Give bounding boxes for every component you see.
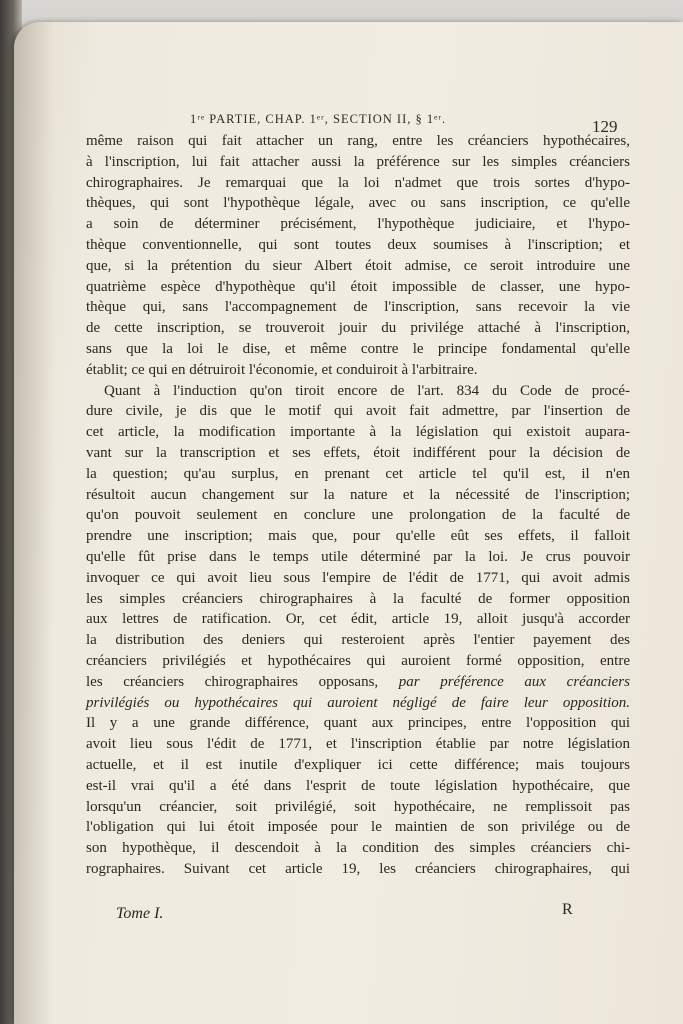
volume-label: Tome I. <box>116 905 164 922</box>
text-line: que, si la prétention du sieur Albert étoit admise, ce seroit introduire une <box>86 257 630 274</box>
text-line: dure civile, je dis que le motif qui avoit fait admettre, par l'insertion de <box>86 403 630 420</box>
text-line: a soin de déterminer précisément, l'hypothèque judiciaire, et l'hypo- <box>86 216 630 233</box>
text-line: même raison qui fait attacher un rang, entre les créanciers hypothécaires, <box>86 133 630 149</box>
text-line: à l'inscription, lui fait attacher aussi la préférence sur les simples créanciers <box>86 153 630 170</box>
text-line: prendre une inscription; mais que, pour qu'elle eût ses effets, il falloit <box>86 528 630 545</box>
page-number: 129 <box>592 117 618 136</box>
text-line: chirographaires. Je remarquai que la loi n'admet que trois sortes d'hypo- <box>86 174 630 191</box>
text-line: de cette inscription, se trouveroit jouir du privilége attaché à l'inscription, <box>86 320 630 337</box>
text-line: thèque conventionnelle, qui sont toutes deux soumises à l'inscription; et <box>86 236 630 253</box>
text-line: son hypothèque, il descendoit à la condition des simples créanciers chi- <box>86 840 630 857</box>
text-line: aux lettres de ratification. Or, cet édit, article 19, alloit jusqu'à accorder <box>86 611 630 628</box>
text-line: avoit lieu sous l'édit de 1771, et l'inscription établie par notre législation <box>86 736 630 753</box>
text-line: les simples créanciers chirographaires à la faculté de former opposition <box>86 590 630 607</box>
text-line: les créanciers chirographaires opposans, par préférence aux créanciers <box>86 673 630 690</box>
text-line: invoquer ce qui avoit lieu sous l'empire de l'édit de 1771, qui avoit admis <box>86 569 630 586</box>
page-gutter-shadow <box>14 22 54 1024</box>
paragraph-start-line: Quant à l'induction qu'on tiroit encore de l'art. 834 du Code de procé- <box>104 382 630 399</box>
text-line: la question; qu'au surplus, en prenant cet article tel qu'il est, il n'en <box>86 465 630 482</box>
text-line: l'obligation qui lui étoit imposée pour le maintien de son privilége ou de <box>86 819 630 836</box>
text-line: actuelle, et il est inutile d'expliquer ici cette différence; mais toujours <box>86 756 630 773</box>
text-line: sans que la loi le dise, et même contre le principe fondamental qu'elle <box>86 340 630 357</box>
text-line: lorsqu'un créancier, soit privilégié, soit hypothécaire, ne remplissoit pas <box>86 798 630 815</box>
body-text <box>86 131 630 880</box>
text-line: qu'on pouvoit seulement en conclure une prolongation de la faculté de <box>86 507 630 524</box>
text-line: Il y a une grande différence, quant aux principes, entre l'opposition qui <box>86 715 630 732</box>
text-line: rographaires. Suivant cet article 19, les créanciers chirographaires, qui <box>86 860 630 877</box>
text-line: thèque qui, sans l'accompagnement de l'inscription, sans recevoir la vie <box>86 299 630 316</box>
italic-quote: par préférence aux créanciers <box>398 673 630 690</box>
text-line: cet article, la modification importante à la législation qui existoit aupara- <box>86 424 630 441</box>
text-line <box>86 693 630 714</box>
signature-mark: R <box>562 901 573 918</box>
text-line: créanciers privilégiés et hypothécaires qui auroient formé opposition, entre <box>86 652 630 669</box>
italic-quote: privilégiés ou hypothécaires qui auroient négligé de faire leur opposition. <box>86 694 630 711</box>
text-line: thèques, qui sont l'hypothèque légale, avec ou sans inscription, ce qu'elle <box>86 195 630 212</box>
text-line: résultoit aucun changement sur la nature et la nécessité de l'inscription; <box>86 486 630 503</box>
text-line: la distribution des deniers qui resteroient après l'entier payement des <box>86 632 630 649</box>
text-line: est-il vrai qu'il a été dans l'esprit de toute législation hypothécaire, que <box>86 777 630 794</box>
text-line: quatrième espèce d'hypothèque qu'il étoit impossible de classer, une hypo- <box>86 278 630 295</box>
text-line: qu'elle fût prise dans le temps utile déterminé par la loi. Je crus pouvoir <box>86 548 630 565</box>
text-line: vant sur la transcription et ses effets, étoit indifférent pour la décision de <box>86 444 630 461</box>
text-line: établit; ce qui en détruiroit l'économie, et conduiroit à l'arbitraire. <box>86 361 478 378</box>
running-head: 1ʳᵉ PARTIE, CHAP. 1ᵉʳ, SECTION II, § 1ᵉʳ. <box>190 112 447 126</box>
